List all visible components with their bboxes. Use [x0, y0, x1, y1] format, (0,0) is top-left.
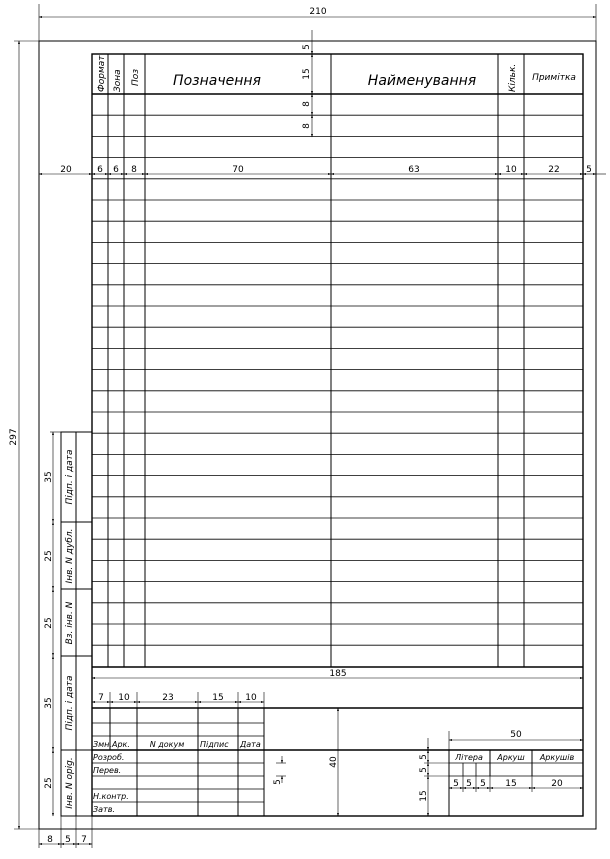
tb-head-change: Змн. — [93, 740, 112, 749]
col-dim-right-margin: 5 — [586, 165, 592, 175]
col-header-name: Найменування — [367, 73, 477, 89]
spec-row-lines — [92, 115, 583, 645]
tb-role-checked: Перев. — [93, 766, 122, 775]
tb-right-h1: 5 — [419, 754, 429, 760]
tb-head-docno: N докум — [149, 740, 185, 749]
col-dim-c6: 10 — [505, 165, 517, 175]
tb-sub-dim-3: 5 — [480, 779, 486, 789]
tb-role-approved: Затв. — [93, 805, 115, 814]
col-dim-c3: 8 — [131, 165, 137, 175]
tb-dim-7: 7 — [98, 693, 104, 703]
tb-dim-15: 15 — [212, 693, 224, 703]
tb-dim-10b: 10 — [245, 693, 257, 703]
tb-sub-dim-4: 15 — [505, 779, 517, 789]
side-dim-5: 25 — [44, 777, 54, 789]
tb-role-normcontrol: Н.контр. — [93, 792, 129, 801]
tb-sub-dim-1: 5 — [453, 779, 459, 789]
width-dimension — [39, 4, 596, 41]
side-field-label-1: Підп. і дата — [65, 449, 75, 505]
bottom-dim-5: 5 — [65, 835, 71, 845]
col-dim-left-margin: 20 — [60, 165, 72, 175]
tb-right-h3: 15 — [419, 790, 429, 802]
col-header-designation: Позначення — [173, 73, 261, 89]
width-dim-label: 210 — [309, 7, 327, 17]
column-width-labels — [56, 163, 592, 175]
side-field-label-5: Інв. N орig. — [65, 757, 75, 809]
bottom-dim-7: 7 — [81, 835, 87, 845]
side-dim-1: 35 — [44, 471, 54, 483]
tb-right-sheets: Аркушів — [539, 753, 575, 762]
side-dim-3: 25 — [44, 617, 54, 629]
title-block-width-dim: 185 — [329, 669, 347, 679]
side-dim-4: 35 — [44, 697, 54, 709]
title-block — [92, 667, 583, 816]
tb-sub-dim-5: 20 — [551, 779, 563, 789]
header-dim-5: 5 — [302, 44, 312, 50]
col-dim-c5: 63 — [408, 165, 420, 175]
header-dim-8a: 8 — [302, 101, 312, 107]
tb-dim-23: 23 — [162, 693, 174, 703]
tb-right-h2: 5 — [419, 767, 429, 773]
col-header-format: Формат — [97, 55, 107, 92]
tb-sub-dim-2: 5 — [466, 779, 472, 789]
tb-head-sheet: Арк. — [112, 740, 130, 749]
col-header-note: Примітка — [532, 73, 576, 83]
tb-height-dim: 40 — [329, 756, 339, 768]
side-dim-2: 25 — [44, 550, 54, 562]
side-field-label-2: Інв. N дубл. — [65, 528, 75, 584]
col-dim-c2: 6 — [113, 165, 119, 175]
tb-row-dim: 5 — [273, 779, 283, 785]
header-dim-15: 15 — [302, 68, 312, 80]
tb-role-developed: Розроб. — [93, 753, 125, 762]
tb-right-width-dim: 50 — [510, 730, 522, 740]
spec-column-lines — [108, 54, 524, 667]
tb-head-date: Дата — [240, 740, 261, 749]
side-field-labels — [65, 450, 75, 809]
side-field-label-4: Підп. і дата — [65, 675, 75, 731]
col-header-zone: Зона — [113, 69, 123, 92]
tb-head-sign: Підпис — [200, 740, 229, 749]
col-header-pos: Поз — [131, 68, 141, 86]
col-dim-c4: 70 — [232, 165, 244, 175]
bottom-dim-8: 8 — [47, 835, 53, 845]
tb-right-sheet: Аркуш — [497, 753, 525, 762]
side-field-label-3: Вз. інв. N — [65, 601, 75, 645]
col-dim-c1: 6 — [97, 165, 103, 175]
tb-right-litera: Літера — [455, 753, 483, 762]
height-dim-label: 297 — [9, 428, 19, 446]
col-dim-c7: 22 — [548, 165, 560, 175]
height-dimension — [9, 41, 39, 829]
header-dim-8b: 8 — [302, 123, 312, 129]
tb-dim-10a: 10 — [118, 693, 130, 703]
col-header-qty: Кільк. — [508, 63, 518, 92]
side-field-dim-labels — [44, 471, 54, 788]
sheet-outline — [39, 41, 596, 829]
